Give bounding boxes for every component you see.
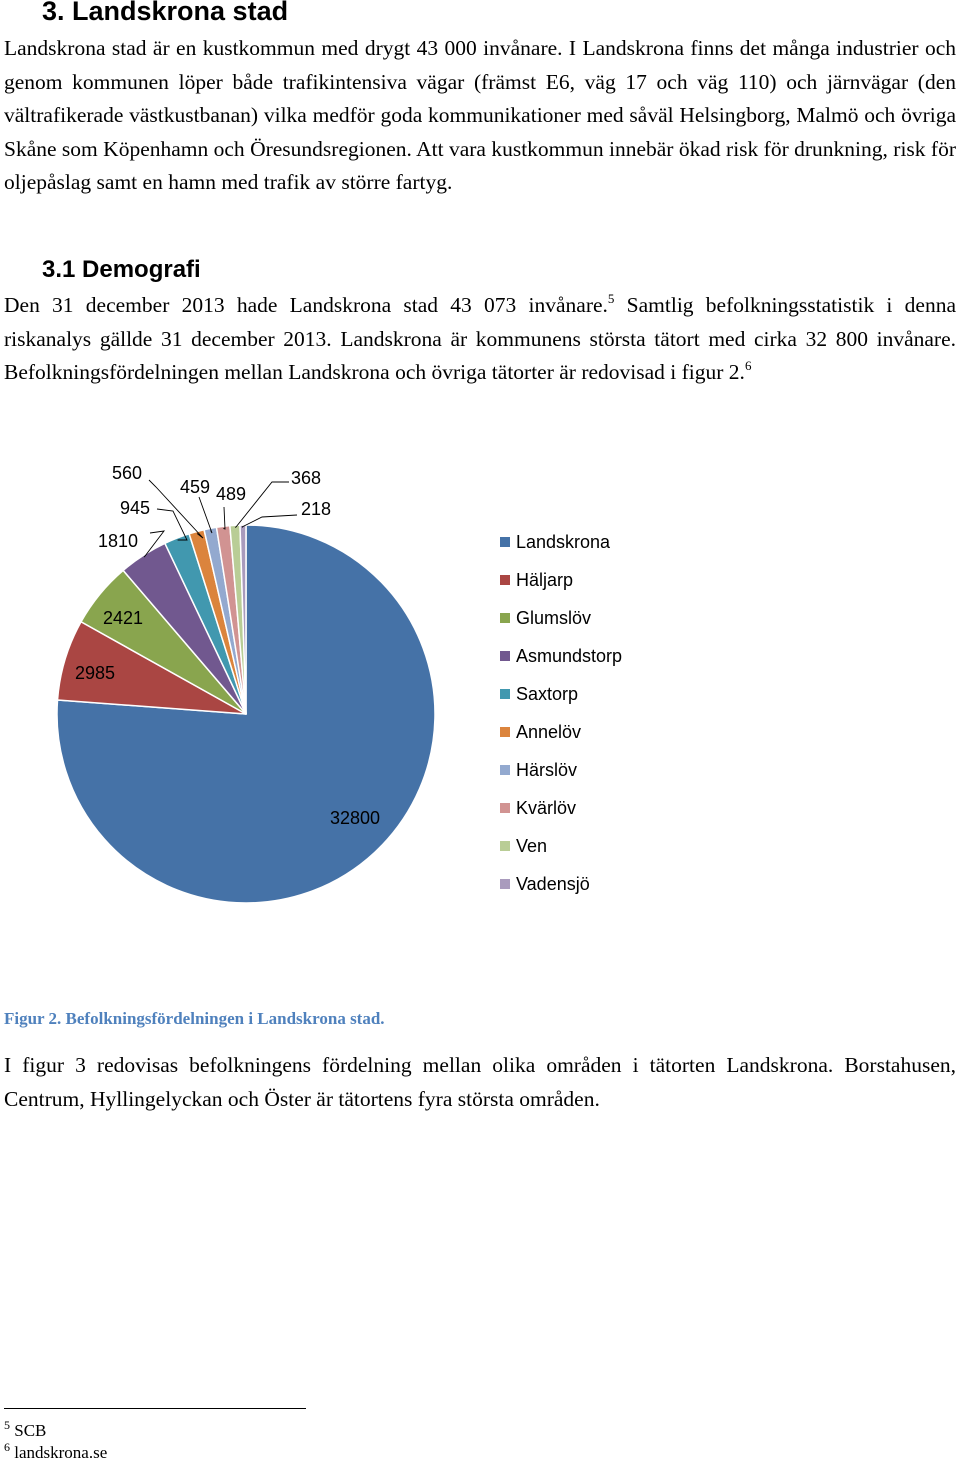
- section-heading: 3. Landskrona stad: [42, 0, 289, 26]
- legend-item-ven: [500, 836, 547, 856]
- legend-label: Glumslöv: [516, 608, 592, 628]
- legend-swatch: [500, 537, 510, 547]
- legend-label: Kvärlöv: [516, 798, 577, 818]
- legend-label: Härslöv: [516, 760, 578, 780]
- legend-label: Häljarp: [516, 570, 574, 590]
- legend-item-haljarp: [500, 570, 573, 590]
- data-label-ven: 368: [290, 468, 322, 488]
- footnote-separator: [4, 1408, 306, 1409]
- legend-item-harslov: [500, 760, 577, 780]
- demography-paragraph: [4, 289, 956, 390]
- legend-swatch: [500, 841, 510, 851]
- footnote-ref-6[interactable]: 6: [744, 358, 752, 374]
- chart-legend: [500, 532, 622, 894]
- legend-swatch: [500, 803, 510, 813]
- intro-paragraph: Landskrona stad är en kustkommun med drygt 43 000 invånare. I Landskrona finns det många industrier och genom kommunen löper både trafikintensiva vägar (främst E6, väg 17 och väg 110) och järnvägar (den vältrafikerade västkustbanan) vilka medför goda kommunikationer med såväl Helsingborg, Malmö och övriga Skåne som Köpenhamn och Öresundsregionen. Att vara kustkommun innebär ökad risk för drunkning, risk för oljepåslag samt en hamn med trafik av större fartyg.: [4, 36, 956, 195]
- data-label-kvarlov: 489: [215, 484, 247, 504]
- footnote-text: SCB: [14, 1421, 47, 1440]
- legend-item-annelov: [500, 722, 581, 742]
- data-label-harslov: 459: [179, 477, 211, 497]
- legend-label: Asmundstorp: [516, 646, 623, 666]
- legend-label: Vadensjö: [516, 874, 590, 894]
- demography-text-b: Samtlig befolkningsstatistik i denna riskanalys gällde 31 december 2013. Landskrona är kommunens största tätort med cirka 32 800 invånare. Befolkningsfördelningen mellan Landskrona och övriga tätorter är redovisad i figur 2.: [4, 293, 956, 385]
- pie-slices: [57, 525, 435, 903]
- footnote-text: landskrona.se: [14, 1443, 108, 1462]
- legend-item-landskrona: [500, 532, 611, 552]
- legend-item-vadensjo: [500, 874, 590, 894]
- legend-label: Landskrona: [516, 532, 611, 552]
- legend-swatch: [500, 727, 510, 737]
- legend-swatch: [500, 575, 510, 585]
- legend-item-glumslov: [500, 608, 591, 628]
- legend-item-saxtorp: [500, 684, 578, 704]
- leader-line-harslov: [199, 497, 212, 533]
- data-label-landskrona: 32800: [329, 808, 381, 828]
- legend-swatch: [500, 765, 510, 775]
- demography-text-a: Den 31 december 2013 hade Landskrona stad 43 073 invånare.: [4, 293, 608, 317]
- footnote-6: [4, 1440, 108, 1463]
- legend-swatch: [500, 613, 510, 623]
- legend-label: Saxtorp: [516, 684, 579, 704]
- data-label-annelov: 560: [111, 463, 143, 483]
- legend-item-asmundstorp: [500, 646, 622, 666]
- figure-3-paragraph: I figur 3 redovisas befolkningens fördelning mellan olika områden i tätorten Landskrona. Borstahusen, Centrum, Hyllingelyckan och Öster är tätortens fyra största områden.: [4, 1053, 956, 1111]
- data-label-glumslov: 2421: [102, 608, 144, 628]
- legend-label: Ven: [516, 836, 548, 856]
- data-label-asmundstorp: 1810: [97, 531, 139, 551]
- footnote-number: 5: [4, 1418, 10, 1432]
- footnote-number: 6: [4, 1440, 10, 1454]
- data-label-saxtorp: 945: [119, 498, 151, 518]
- data-label-haljarp: 2985: [74, 663, 116, 683]
- legend-swatch: [500, 651, 510, 661]
- legend-swatch: [500, 689, 510, 699]
- subsection-heading: 3.1 Demografi: [42, 256, 201, 283]
- footnote-ref-5[interactable]: 5: [607, 291, 615, 306]
- figure-caption: Figur 2. Befolkningsfördelningen i Landskrona stad.: [4, 1009, 385, 1028]
- legend-label: Annelöv: [516, 722, 582, 742]
- legend-swatch: [500, 879, 510, 889]
- data-label-vadensjo: 218: [300, 499, 332, 519]
- footnote-5: [4, 1418, 47, 1441]
- legend-item-kvarlov: [500, 798, 576, 818]
- population-pie-chart: [0, 440, 960, 980]
